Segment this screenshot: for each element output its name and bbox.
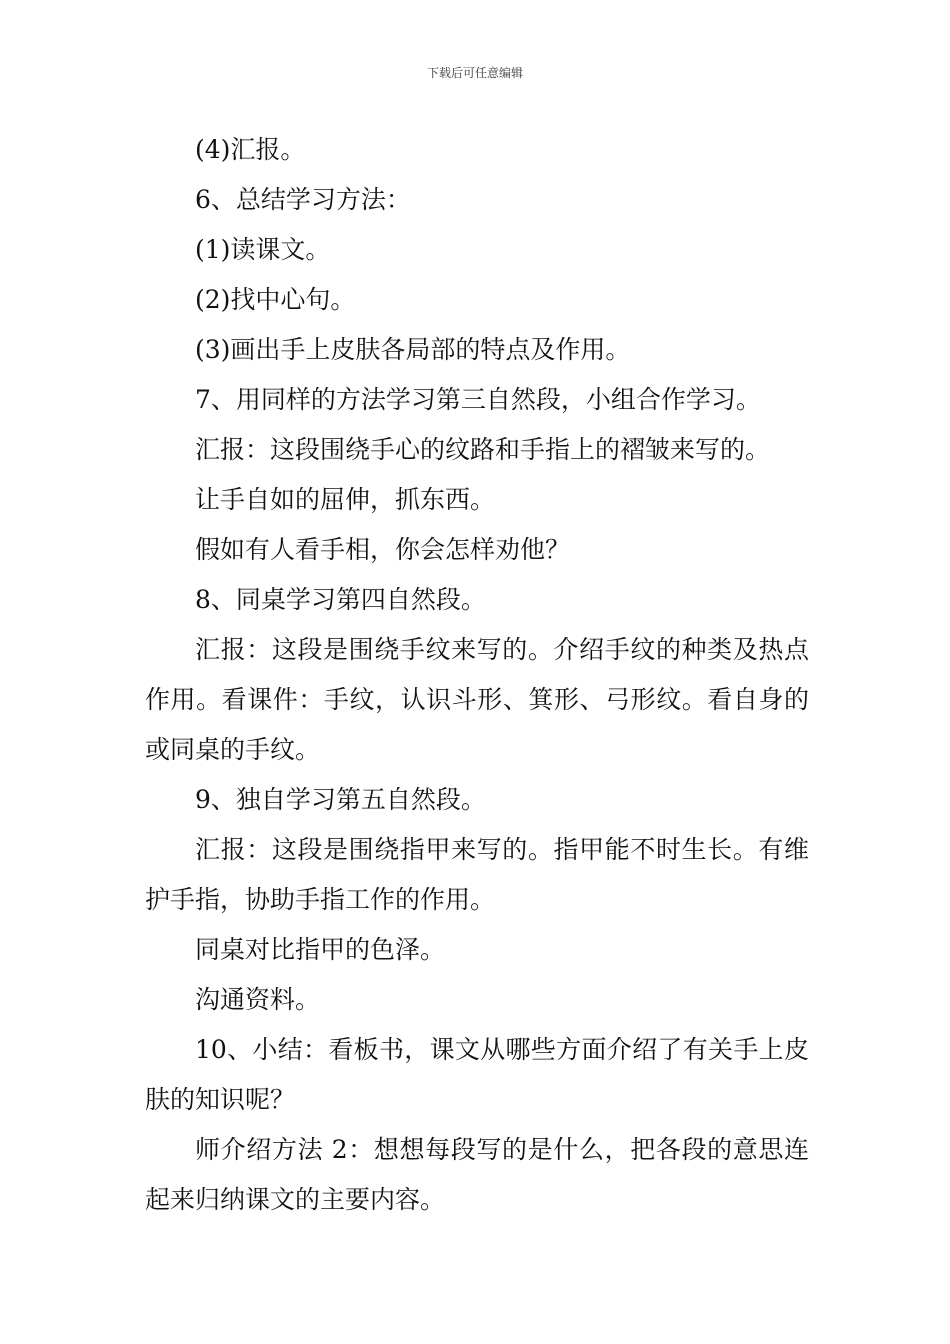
paragraph-step-9: 9、独自学习第五自然段。 [195, 785, 486, 814]
paragraph-share-materials: 沟通资料。 [195, 985, 321, 1014]
paragraph-report-step-8: 汇报：这段是围绕手纹来写的。介绍手纹的种类及热点作用。看课件：手纹，认识斗形、箕形、弓形纹。看自身的或同桌的手纹。 [145, 635, 809, 764]
paragraph-report-4: (4)汇报。 [195, 135, 306, 164]
paragraph-palm-reading: 假如有人看手相，你会怎样劝他？ [195, 535, 571, 564]
paragraph-report-step-7: 汇报：这段围绕手心的纹路和手指上的褶皱来写的。 [195, 435, 771, 464]
page-header: 下载后可任意编辑 [426, 66, 523, 80]
document-body [145, 125, 809, 1225]
paragraph-flex-hand: 让手自如的屈伸，抓东西。 [195, 485, 496, 514]
paragraph-step-10: 10、小结：看板书，课文从哪些方面介绍了有关手上皮肤的知识呢？ [145, 1035, 809, 1114]
paragraph-method-2: (2)找中心句。 [195, 285, 356, 314]
paragraph-method-2-intro: 师介绍方法 2：想想每段写的是什么，把各段的意思连起来归纳课文的主要内容。 [145, 1135, 809, 1214]
paragraph-compare-nails: 同桌对比指甲的色泽。 [195, 935, 446, 964]
paragraph-method-3: (3)画出手上皮肤各局部的特点及作用。 [195, 335, 631, 364]
paragraph-report-step-9: 汇报：这段是围绕指甲来写的。指甲能不时生长。有维护手指，协助手指工作的作用。 [145, 835, 809, 914]
paragraph-step-6: 6、总结学习方法： [195, 185, 411, 214]
paragraph-step-7: 7、用同样的方法学习第三自然段，小组合作学习。 [195, 385, 761, 414]
paragraph-method-1: (1)读课文。 [195, 235, 331, 264]
paragraph-step-8: 8、同桌学习第四自然段。 [195, 585, 486, 614]
